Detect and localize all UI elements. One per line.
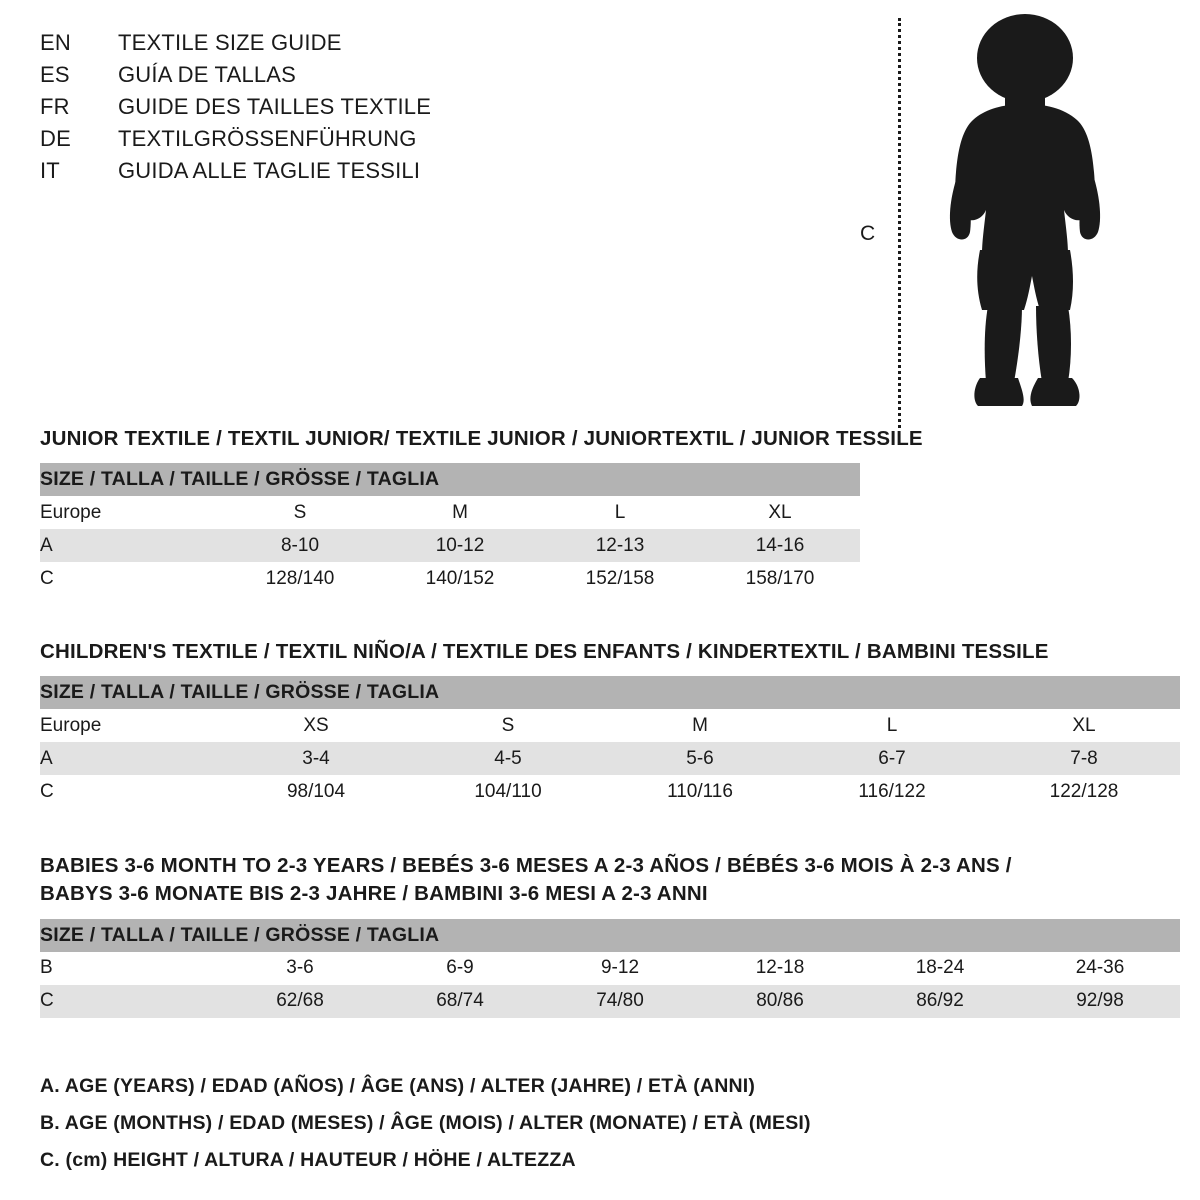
section-title: JUNIOR TEXTILE / TEXTIL JUNIOR/ TEXTILE JUNIOR / JUNIORTEXTIL / JUNIOR TESSILE [40,427,923,450]
table-header-row [40,463,860,496]
section-title: CHILDREN'S TEXTILE / TEXTIL NIÑO/A / TEXTILE DES ENFANTS / KINDERTEXTIL / BAMBINI TESSILE [40,640,1049,663]
row-label: A [40,529,220,562]
figure-area [860,10,1140,430]
cell: 18-24 [860,952,1020,985]
cell: 6-7 [796,742,988,775]
cell: 10-12 [380,529,540,562]
section-title: BABIES 3-6 MONTH TO 2-3 YEARS / BEBÉS 3-6 MESES A 2-3 AÑOS / BÉBÉS 3-6 MOIS À 2-3 ANS / BABYS 3-6 MONATE BIS 2-3 JAHRE / BAMBINI 3-6 MESI A 2-3 ANNI [40,854,1012,906]
children-size-table [40,676,1180,808]
table-row [40,529,860,562]
row-label: Europe [40,496,220,529]
row-label: C [40,562,220,595]
table-header-row [40,676,1180,709]
language-title: GUÍA DE TALLAS [118,62,297,87]
cell: S [412,709,604,742]
language-header-block [40,30,600,190]
cell: 68/74 [380,985,540,1018]
cell: 110/116 [604,775,796,808]
language-code: ES [40,62,70,87]
cell: 4-5 [412,742,604,775]
language-row [40,94,600,126]
cell: XL [700,496,860,529]
table-row [40,562,860,595]
table-row [40,496,860,529]
language-title: GUIDA ALLE TAGLIE TESSILI [118,158,421,183]
section-babies-textile [40,852,1160,1018]
height-measure-line [898,18,901,428]
section-junior-textile [40,425,1160,595]
cell: 116/122 [796,775,988,808]
table-row [40,775,1180,808]
cell: XL [988,709,1180,742]
language-row [40,158,600,190]
table-header-cell: SIZE / TALLA / TAILLE / GRÖSSE / TAGLIA [40,919,1180,952]
table-row [40,985,1180,1018]
cell: 98/104 [220,775,412,808]
row-label: C [40,775,220,808]
table-header-cell: SIZE / TALLA / TAILLE / GRÖSSE / TAGLIA [40,676,1180,709]
row-label: A [40,742,220,775]
cell: XS [220,709,412,742]
cell: 104/110 [412,775,604,808]
legend-line-a: A. AGE (YEARS) / EDAD (AÑOS) / ÂGE (ANS) / ALTER (JAHRE) / ETÀ (ANNI) [40,1075,756,1097]
language-row [40,62,600,94]
cell: S [220,496,380,529]
legend-block [40,1068,1160,1179]
cell: 6-9 [380,952,540,985]
language-title: GUIDE DES TAILLES TEXTILE [118,94,432,119]
height-measure-label: C [860,222,876,245]
table-row [40,742,1180,775]
table-header-cell: SIZE / TALLA / TAILLE / GRÖSSE / TAGLIA [40,463,860,496]
child-silhouette-icon [910,10,1140,430]
section-children-textile [40,638,1160,808]
cell: 7-8 [988,742,1180,775]
cell: L [540,496,700,529]
cell: 3-4 [220,742,412,775]
row-label: B [40,952,220,985]
cell: L [796,709,988,742]
cell: 140/152 [380,562,540,595]
language-code: IT [40,158,60,183]
junior-size-table [40,463,860,595]
cell: 152/158 [540,562,700,595]
cell: 158/170 [700,562,860,595]
cell: 92/98 [1020,985,1180,1018]
cell: 128/140 [220,562,380,595]
cell: 8-10 [220,529,380,562]
language-row [40,30,600,62]
cell: 24-36 [1020,952,1180,985]
language-code: EN [40,30,71,55]
cell: M [604,709,796,742]
cell: 122/128 [988,775,1180,808]
table-row [40,709,1180,742]
language-title: TEXTILGRÖSSENFÜHRUNG [118,126,417,151]
cell: 9-12 [540,952,700,985]
cell: 86/92 [860,985,1020,1018]
row-label: C [40,985,220,1018]
babies-size-table [40,919,1180,1018]
cell: 12-13 [540,529,700,562]
cell: 14-16 [700,529,860,562]
cell: M [380,496,540,529]
legend-line-c: C. (cm) HEIGHT / ALTURA / HAUTEUR / HÖHE / ALTEZZA [40,1149,576,1172]
language-row [40,126,600,158]
cell: 3-6 [220,952,380,985]
table-header-row [40,919,1180,952]
table-row [40,952,1180,985]
row-label: Europe [40,709,220,742]
cell: 80/86 [700,985,860,1018]
cell: 62/68 [220,985,380,1018]
cell: 12-18 [700,952,860,985]
cell: 5-6 [604,742,796,775]
legend-line-b: B. AGE (MONTHS) / EDAD (MESES) / ÂGE (MOIS) / ALTER (MONATE) / ETÀ (MESI) [40,1112,811,1135]
cell: 74/80 [540,985,700,1018]
language-title: TEXTILE SIZE GUIDE [118,30,342,55]
language-code: FR [40,94,70,119]
language-code: DE [40,126,71,151]
